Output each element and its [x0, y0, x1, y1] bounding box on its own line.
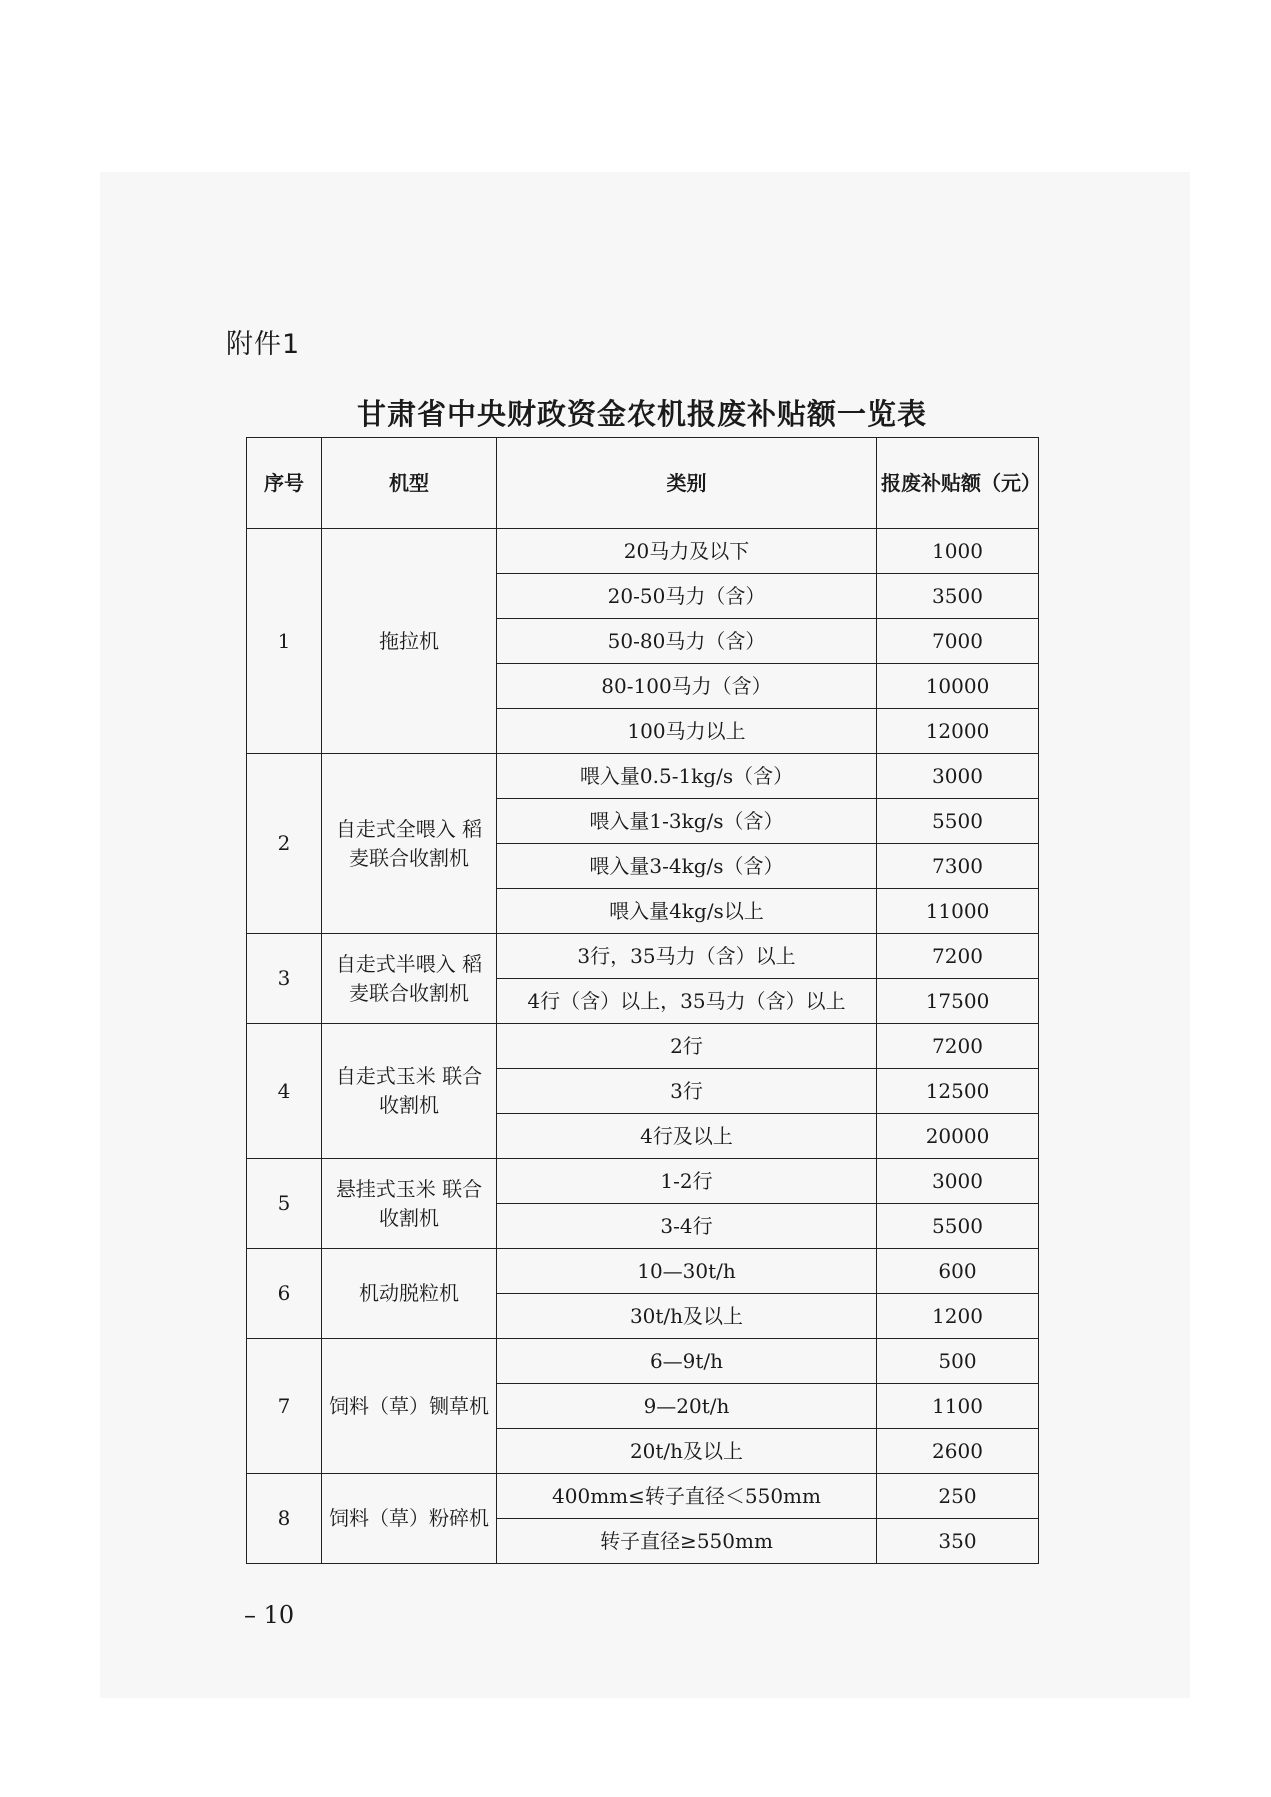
category-cell: 50-80马力（含）	[497, 619, 877, 664]
category-cell: 转子直径≥550mm	[497, 1519, 877, 1564]
page-title: 甘肃省中央财政资金农机报废补贴额一览表	[356, 397, 927, 431]
subsidy-amount-cell: 1200	[877, 1294, 1039, 1339]
subsidy-amount-cell: 7000	[877, 619, 1039, 664]
table-row	[247, 1159, 1039, 1204]
machine-model-cell: 饲料（草）粉碎机	[322, 1474, 497, 1564]
category-cell: 400mm≤转子直径＜550mm	[497, 1474, 877, 1519]
subsidy-amount-cell: 1100	[877, 1384, 1039, 1429]
table-row	[247, 1024, 1039, 1069]
subsidy-amount-cell: 250	[877, 1474, 1039, 1519]
subsidy-amount-cell: 17500	[877, 979, 1039, 1024]
category-cell: 20-50马力（含）	[497, 574, 877, 619]
category-cell: 30t/h及以上	[497, 1294, 877, 1339]
attachment-label: 附件1	[226, 329, 301, 360]
header-no: 序号	[247, 438, 322, 529]
subsidy-amount-cell: 12000	[877, 709, 1039, 754]
row-number-cell: 8	[247, 1474, 322, 1564]
subsidy-amount-cell: 3500	[877, 574, 1039, 619]
category-cell: 喂入量0.5-1kg/s（含）	[497, 754, 877, 799]
subsidy-amount-cell: 2600	[877, 1429, 1039, 1474]
subsidy-amount-cell: 3000	[877, 1159, 1039, 1204]
category-cell: 6—9t/h	[497, 1339, 877, 1384]
category-cell: 2行	[497, 1024, 877, 1069]
row-number-cell: 2	[247, 754, 322, 934]
category-cell: 1-2行	[497, 1159, 877, 1204]
category-cell: 100马力以上	[497, 709, 877, 754]
row-number-cell: 7	[247, 1339, 322, 1474]
table-row	[247, 934, 1039, 979]
table-row	[247, 529, 1039, 574]
subsidy-amount-cell: 1000	[877, 529, 1039, 574]
machine-model-cell: 自走式半喂入 稻麦联合收割机	[322, 934, 497, 1024]
category-cell: 3-4行	[497, 1204, 877, 1249]
row-number-cell: 4	[247, 1024, 322, 1159]
subsidy-amount-cell: 5500	[877, 1204, 1039, 1249]
subsidy-amount-cell: 12500	[877, 1069, 1039, 1114]
subsidy-amount-cell: 5500	[877, 799, 1039, 844]
table-header-row	[247, 438, 1039, 529]
machine-model-cell: 自走式玉米 联合收割机	[322, 1024, 497, 1159]
category-cell: 喂入量1-3kg/s（含）	[497, 799, 877, 844]
category-cell: 20t/h及以上	[497, 1429, 877, 1474]
page-number: – 10	[244, 1601, 295, 1629]
subsidy-amount-cell: 7200	[877, 1024, 1039, 1069]
machine-model-cell: 悬挂式玉米 联合收割机	[322, 1159, 497, 1249]
category-cell: 4行及以上	[497, 1114, 877, 1159]
header-amount: 报废补贴额（元）	[877, 438, 1039, 529]
category-cell: 9—20t/h	[497, 1384, 877, 1429]
table-row	[247, 1249, 1039, 1294]
table-row	[247, 1339, 1039, 1384]
subsidy-amount-cell: 600	[877, 1249, 1039, 1294]
machine-model-cell: 饲料（草）铡草机	[322, 1339, 497, 1474]
category-cell: 喂入量4kg/s以上	[497, 889, 877, 934]
header-model: 机型	[322, 438, 497, 529]
table-row	[247, 754, 1039, 799]
subsidy-amount-cell: 10000	[877, 664, 1039, 709]
table-row	[247, 1474, 1039, 1519]
subsidy-amount-cell: 20000	[877, 1114, 1039, 1159]
machine-model-cell: 机动脱粒机	[322, 1249, 497, 1339]
subsidy-table	[246, 437, 1039, 1564]
subsidy-amount-cell: 11000	[877, 889, 1039, 934]
category-cell: 20马力及以下	[497, 529, 877, 574]
subsidy-amount-cell: 500	[877, 1339, 1039, 1384]
category-cell: 3行	[497, 1069, 877, 1114]
machine-model-cell: 拖拉机	[322, 529, 497, 754]
category-cell: 80-100马力（含）	[497, 664, 877, 709]
category-cell: 喂入量3-4kg/s（含）	[497, 844, 877, 889]
subsidy-amount-cell: 350	[877, 1519, 1039, 1564]
table-body	[247, 529, 1039, 1564]
subsidy-amount-cell: 7200	[877, 934, 1039, 979]
subsidy-amount-cell: 7300	[877, 844, 1039, 889]
row-number-cell: 5	[247, 1159, 322, 1249]
subsidy-amount-cell: 3000	[877, 754, 1039, 799]
category-cell: 3行，35马力（含）以上	[497, 934, 877, 979]
machine-model-cell: 自走式全喂入 稻麦联合收割机	[322, 754, 497, 934]
header-category: 类别	[497, 438, 877, 529]
row-number-cell: 6	[247, 1249, 322, 1339]
category-cell: 10—30t/h	[497, 1249, 877, 1294]
row-number-cell: 1	[247, 529, 322, 754]
row-number-cell: 3	[247, 934, 322, 1024]
category-cell: 4行（含）以上，35马力（含）以上	[497, 979, 877, 1024]
